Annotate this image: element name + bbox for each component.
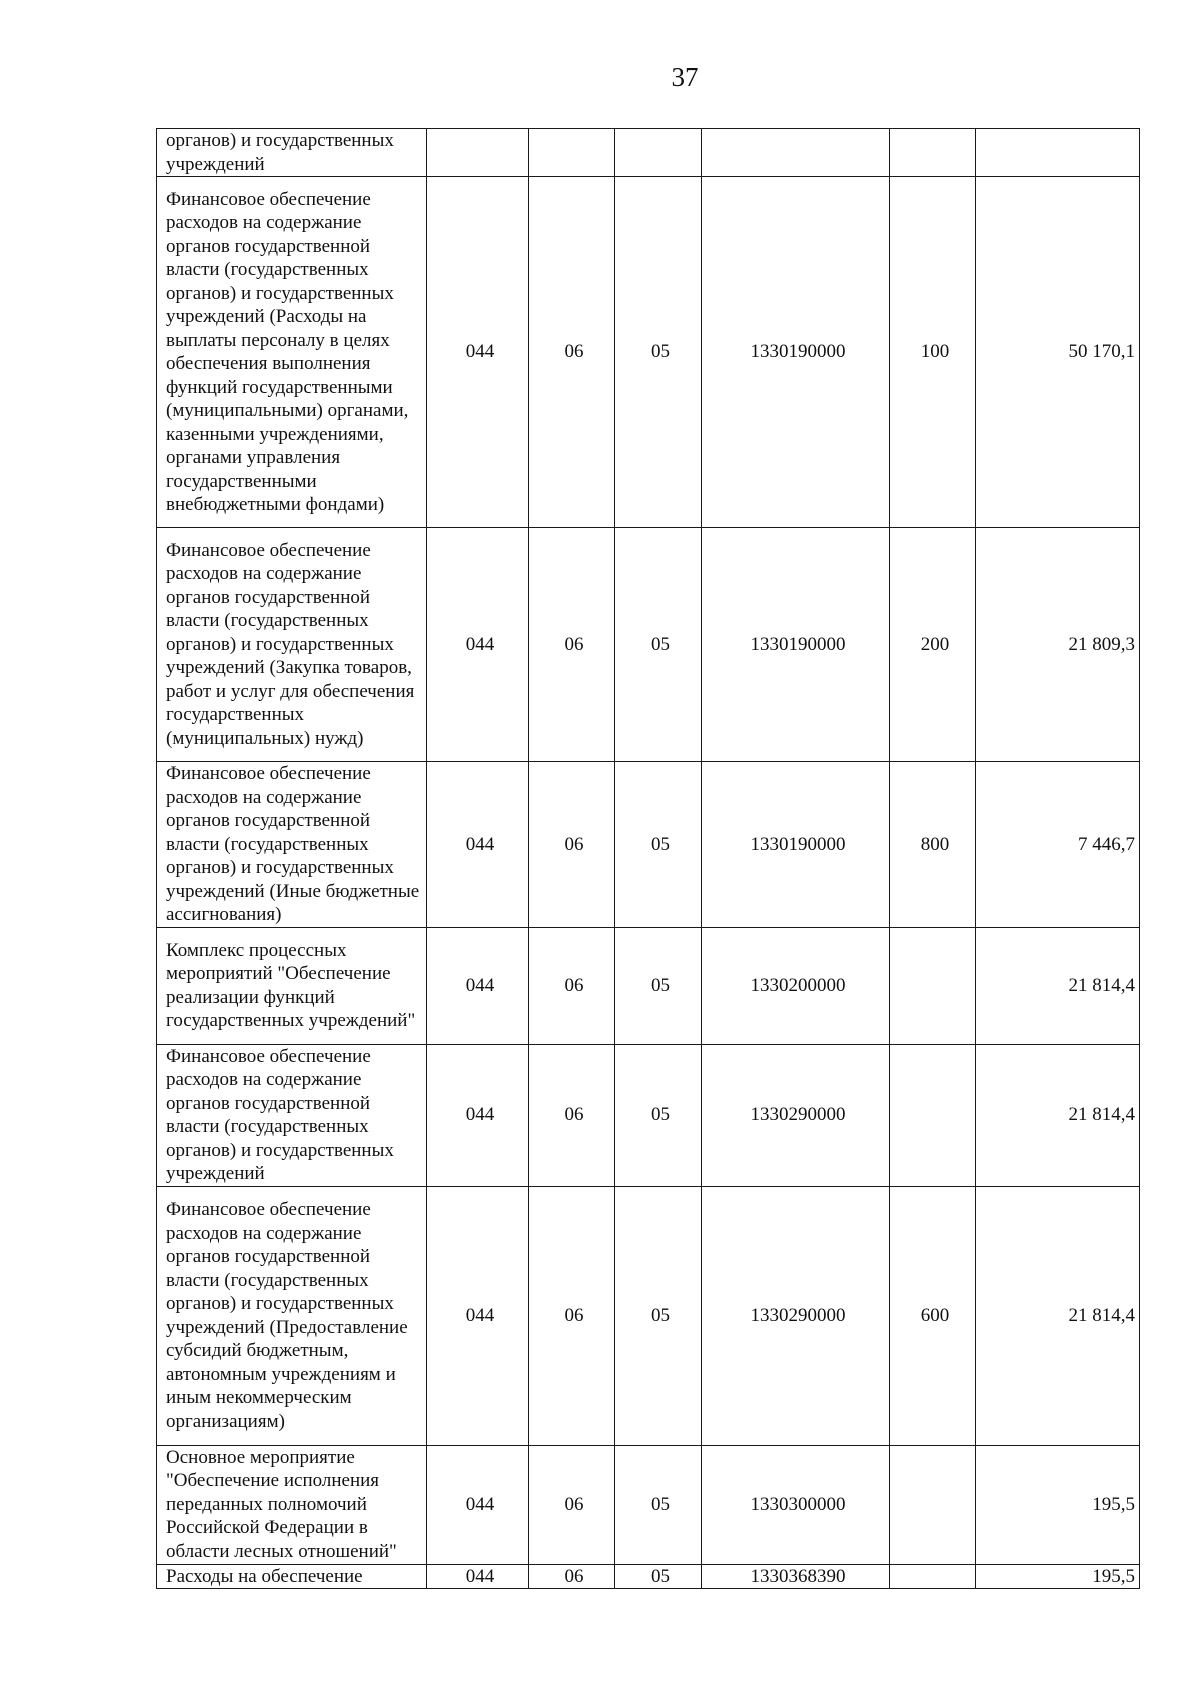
expense-type-code-cell: [890, 1564, 976, 1589]
expense-type-code-cell: 200: [890, 528, 976, 762]
subsection-code-cell: 05: [615, 1186, 702, 1445]
section-code-cell: 06: [529, 1186, 615, 1445]
expense-name-cell: Основное мероприятие "Обеспечение исполнения переданных полномочий Российской Федерации в области лесных отношений": [157, 1445, 427, 1564]
expense-name-cell: Комплекс процессных мероприятий "Обеспечение реализации функций государственных учреждений": [157, 927, 427, 1044]
expense-name-cell: Финансовое обеспечение расходов на содержание органов государственной власти (государственных органов) и государственных учреждений (Закупка товаров, работ и услуг для обеспечения государственных (муниципальных) нужд): [157, 528, 427, 762]
subsection-code-cell: 05: [615, 1445, 702, 1564]
amount-cell: 7 446,7: [976, 762, 1140, 928]
table-row: [157, 762, 1140, 928]
ministry-code-cell: 044: [427, 528, 529, 762]
amount-cell: 50 170,1: [976, 177, 1140, 528]
target-item-code-cell: [702, 129, 890, 177]
ministry-code-cell: 044: [427, 1445, 529, 1564]
expense-type-code-cell: [890, 927, 976, 1044]
expense-type-code-cell: 600: [890, 1186, 976, 1445]
section-code-cell: [529, 129, 615, 177]
ministry-code-cell: 044: [427, 927, 529, 1044]
ministry-code-cell: 044: [427, 762, 529, 928]
expense-type-code-cell: 800: [890, 762, 976, 928]
table-row: [157, 177, 1140, 528]
table-row: [157, 1044, 1140, 1186]
ministry-code-cell: 044: [427, 1044, 529, 1186]
section-code-cell: 06: [529, 177, 615, 528]
subsection-code-cell: 05: [615, 1564, 702, 1589]
ministry-code-cell: [427, 129, 529, 177]
expense-type-code-cell: 100: [890, 177, 976, 528]
expense-name-cell: Финансовое обеспечение расходов на содержание органов государственной власти (государственных органов) и государственных учреждений: [157, 1044, 427, 1186]
amount-cell: [976, 129, 1140, 177]
target-item-code-cell: 1330200000: [702, 927, 890, 1044]
expense-name-cell: Финансовое обеспечение расходов на содержание органов государственной власти (государственных органов) и государственных учреждений (Предоставление субсидий бюджетным, автономным учреждениям и иным некоммерческим организациям): [157, 1186, 427, 1445]
table-row: [157, 1564, 1140, 1589]
amount-cell: 21 814,4: [976, 1186, 1140, 1445]
target-item-code-cell: 1330290000: [702, 1044, 890, 1186]
table-row: [157, 1445, 1140, 1564]
target-item-code-cell: 1330368390: [702, 1564, 890, 1589]
expense-type-code-cell: [890, 1445, 976, 1564]
subsection-code-cell: 05: [615, 528, 702, 762]
section-code-cell: 06: [529, 927, 615, 1044]
target-item-code-cell: 1330300000: [702, 1445, 890, 1564]
subsection-code-cell: 05: [615, 762, 702, 928]
table-row: [157, 528, 1140, 762]
section-code-cell: 06: [529, 1044, 615, 1186]
target-item-code-cell: 1330190000: [702, 762, 890, 928]
amount-cell: 195,5: [976, 1564, 1140, 1589]
table-row: [157, 1186, 1140, 1445]
page-number: 37: [671, 62, 699, 92]
ministry-code-cell: 044: [427, 177, 529, 528]
expense-name-cell: Финансовое обеспечение расходов на содержание органов государственной власти (государственных органов) и государственных учреждений (Иные бюджетные ассигнования): [157, 762, 427, 928]
section-code-cell: 06: [529, 762, 615, 928]
amount-cell: 21 814,4: [976, 927, 1140, 1044]
target-item-code-cell: 1330190000: [702, 177, 890, 528]
target-item-code-cell: 1330190000: [702, 528, 890, 762]
subsection-code-cell: [615, 129, 702, 177]
section-code-cell: 06: [529, 528, 615, 762]
section-code-cell: 06: [529, 1564, 615, 1589]
amount-cell: 195,5: [976, 1445, 1140, 1564]
ministry-code-cell: 044: [427, 1186, 529, 1445]
expense-name-cell: органов) и государственных учреждений: [157, 129, 427, 177]
ministry-code-cell: 044: [427, 1564, 529, 1589]
budget-table-body: [157, 129, 1140, 1589]
subsection-code-cell: 05: [615, 177, 702, 528]
expense-type-code-cell: [890, 129, 976, 177]
amount-cell: 21 814,4: [976, 1044, 1140, 1186]
budget-table: [156, 128, 1140, 1589]
table-row: [157, 129, 1140, 177]
expense-name-cell: Финансовое обеспечение расходов на содержание органов государственной власти (государственных органов) и государственных учреждений (Расходы на выплаты персоналу в целях обеспечения выполнения функций государственными (муниципальными) органами, казенными учреждениями, органами управления государственными внебюджетными фондами): [157, 177, 427, 528]
expense-type-code-cell: [890, 1044, 976, 1186]
expense-name-cell: Расходы на обеспечение: [157, 1564, 427, 1589]
subsection-code-cell: 05: [615, 1044, 702, 1186]
subsection-code-cell: 05: [615, 927, 702, 1044]
amount-cell: 21 809,3: [976, 528, 1140, 762]
table-row: [157, 927, 1140, 1044]
target-item-code-cell: 1330290000: [702, 1186, 890, 1445]
section-code-cell: 06: [529, 1445, 615, 1564]
